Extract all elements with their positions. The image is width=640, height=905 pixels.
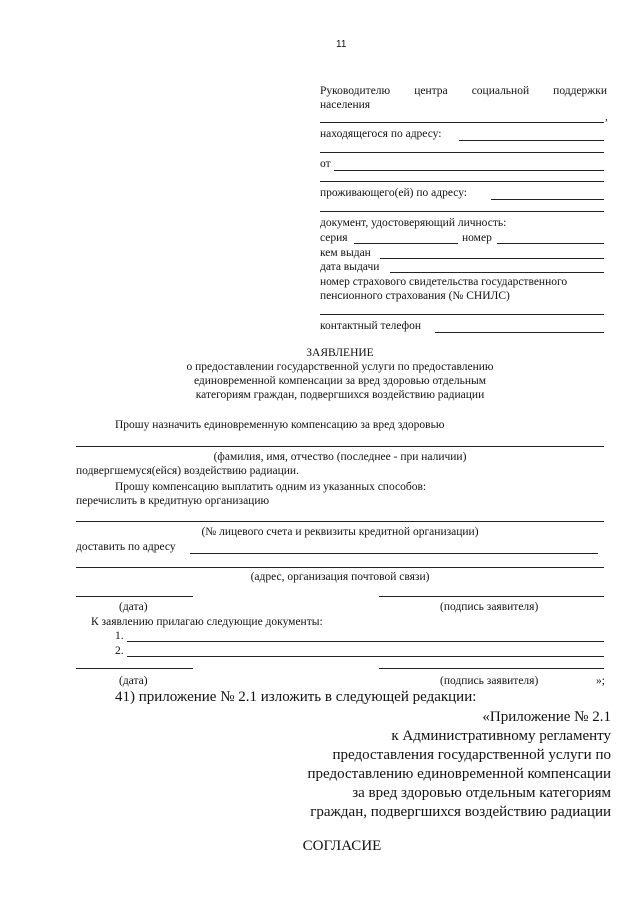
addressee-comma: , [605,111,608,123]
addressee-line-1: Руководителю центра социальной поддержки [320,85,607,97]
from-field[interactable] [334,170,604,171]
issue-date-label: дата выдачи [320,261,380,273]
statement-subtitle-1: о предоставлении государственной услуги по предоставлению [186,361,494,373]
issued-by-field[interactable] [380,258,604,259]
appendix-line-3: предоставления государственной услуги по [332,747,611,763]
id-document-label: документ, удостоверяющий личность: [320,217,507,229]
statement-subtitle-3: категориям граждан, подвергшихся воздействию радиации [195,389,485,401]
issued-by-label: кем выдан [320,247,371,259]
delivery-field-2[interactable] [76,567,604,568]
phone-label: контактный телефон [320,320,422,332]
appendix-line-6: граждан, подвергшихся воздействию радиации [310,804,611,820]
signature-field-1[interactable] [379,596,604,597]
attachments-text: К заявлению прилагаю следующие документы: [91,616,323,628]
phone-field[interactable] [435,332,604,333]
account-caption: (№ лицевого счета и реквизиты кредитной организации) [201,526,479,538]
from-label: от [320,158,331,170]
residence-field[interactable] [491,199,604,200]
residence-field-2[interactable] [320,211,604,212]
addressee-name-line[interactable] [320,122,604,123]
exposed-text: подвергшемуся(ейся) воздействию радиации. [76,465,299,477]
snils-label-line-2: пенсионного страхования (№ СНИЛС) [320,290,510,302]
delivery-field[interactable] [190,553,598,554]
address-label: находящегося по адресу: [320,128,442,140]
signature-caption-2: (подпись заявителя) [440,675,539,687]
date-field-1[interactable] [76,596,193,597]
consent-title: СОГЛАСИЕ [302,838,382,854]
appendix-line-2: к Административному регламенту [391,728,611,744]
closing-mark: »; [596,675,605,687]
residence-label: проживающего(ей) по адресу: [320,187,467,199]
attachment-item-1: 1. [115,630,124,642]
number-field[interactable] [497,243,604,244]
fio-field[interactable] [76,446,604,447]
attachment-item-2: 2. [115,645,124,657]
amendment-text: 41) приложение № 2.1 изложить в следующей редакции: [115,689,477,705]
fio-caption: (фамилия, имя, отчество (последнее - при наличии) [213,451,467,463]
series-field[interactable] [354,243,458,244]
address-field-2[interactable] [320,152,604,153]
appendix-line-5: за вред здоровью отдельным категориям [352,785,611,801]
signature-field-2[interactable] [379,668,604,669]
address-field[interactable] [459,140,604,141]
bank-option: перечислить в кредитную организацию [76,495,270,507]
from-field-2[interactable] [320,181,604,182]
account-field[interactable] [76,521,604,522]
number-label: номер [462,232,492,244]
snils-label-line-1: номер страхового свидетельства государственного [320,276,568,288]
payment-text: Прошу компенсацию выплатить одним из указанных способов: [115,481,427,493]
issue-date-field[interactable] [390,272,604,273]
appendix-line-4: предоставлению единовременной компенсации [307,766,611,782]
post-caption: (адрес, организация почтовой связи) [250,571,430,583]
attachment-field-1[interactable] [127,641,604,642]
date-caption-2: (дата) [119,675,148,687]
statement-subtitle-2: единовременной компенсации за вред здоровью отдельным [193,375,487,387]
signature-caption-1: (подпись заявителя) [440,601,539,613]
statement-title: ЗАЯВЛЕНИЕ [306,347,374,359]
page-number: 11 [336,39,347,50]
date-caption-1: (дата) [119,601,148,613]
attachment-field-2[interactable] [127,656,604,657]
appendix-line-1: «Приложение № 2.1 [482,709,611,725]
addressee-line-2: населения [320,99,371,111]
request-text: Прошу назначить единовременную компенсацию за вред здоровью [115,419,445,431]
date-field-2[interactable] [76,668,193,669]
delivery-label: доставить по адресу [76,541,176,553]
series-label: серия [320,232,348,244]
snils-field[interactable] [320,314,604,315]
